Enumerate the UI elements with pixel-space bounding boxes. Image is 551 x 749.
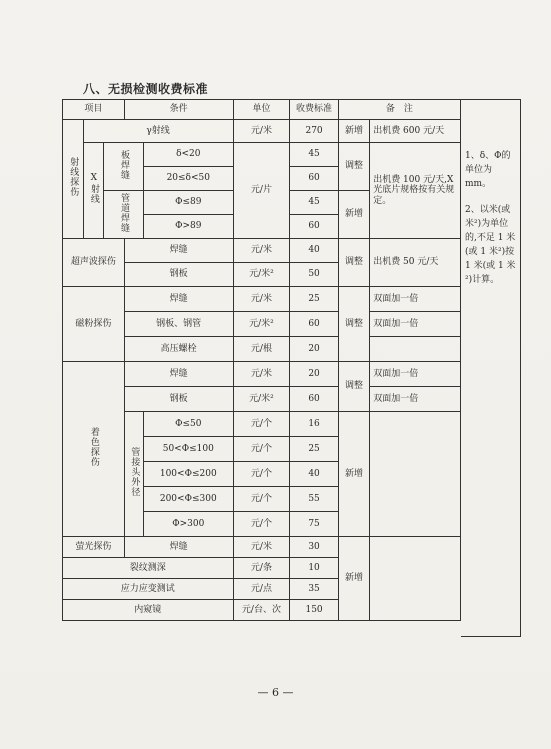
price-cell: 60 xyxy=(290,312,338,337)
header-condition: 条件 xyxy=(124,100,233,120)
unit-cell: 元/条 xyxy=(233,558,290,579)
stress-label: 应力应变测试 xyxy=(63,579,234,600)
condition-cell: 焊缝 xyxy=(124,239,233,263)
price-cell: 25 xyxy=(290,287,338,312)
xray-label: X射线 xyxy=(83,143,104,239)
unit-cell: 元/点 xyxy=(233,579,290,600)
price-cell: 30 xyxy=(290,537,338,558)
note-cell: 双面加一倍 xyxy=(370,387,461,412)
status-cell: 新增 xyxy=(338,191,369,239)
unit-cell: 元/米 xyxy=(233,537,290,558)
status-cell: 调整 xyxy=(338,143,369,191)
unit-cell: 元/米 xyxy=(233,239,290,263)
header-item: 项目 xyxy=(63,100,125,120)
condition-cell: 钢板 xyxy=(124,387,233,412)
unit-cell: 元/台、次 xyxy=(233,600,290,621)
price-cell: 55 xyxy=(290,487,338,512)
side-note-2: 2、以米(或米²)为单位的,不足 1 米(或 1 米²)按 1 米(或 1 米²)计算。 xyxy=(465,204,516,285)
note-cell: 出机费 600 元/天 xyxy=(370,120,461,143)
price-cell: 60 xyxy=(290,387,338,412)
unit-cell: 元/个 xyxy=(233,512,290,537)
gamma-label: γ射线 xyxy=(83,120,233,143)
table-row xyxy=(63,239,461,263)
price-cell: 16 xyxy=(290,412,338,437)
condition-cell: 高压螺栓 xyxy=(124,337,233,362)
condition-cell: Φ>89 xyxy=(144,215,234,239)
note-cell: 出机费 50 元/天 xyxy=(370,239,461,287)
table-row xyxy=(63,143,461,167)
condition-cell: δ<20 xyxy=(144,143,234,167)
price-cell: 270 xyxy=(290,120,338,143)
price-cell: 40 xyxy=(290,239,338,263)
price-cell: 60 xyxy=(290,215,338,239)
condition-cell: 200<Φ≤300 xyxy=(144,487,234,512)
price-cell: 75 xyxy=(290,512,338,537)
table-row xyxy=(63,362,461,387)
condition-cell: 焊缝 xyxy=(124,537,233,558)
unit-cell: 元/米² xyxy=(233,387,290,412)
status-cell: 新增 xyxy=(338,412,369,537)
note-cell: 双面加一倍 xyxy=(370,287,461,312)
fee-standard-table xyxy=(62,99,461,621)
endoscope-label: 内窥镜 xyxy=(63,600,234,621)
side-note-1: 1、δ、Φ的单位为 mm。 xyxy=(465,151,511,189)
unit-cell: 元/个 xyxy=(233,412,290,437)
dye-label: 着色探伤 xyxy=(63,362,125,537)
unit-cell: 元/米² xyxy=(233,263,290,287)
price-cell: 35 xyxy=(290,579,338,600)
side-notes xyxy=(461,99,521,637)
header-price: 收费标准 xyxy=(290,100,338,120)
header-note: 备 注 xyxy=(338,100,460,120)
price-cell: 150 xyxy=(290,600,338,621)
table-row xyxy=(63,120,461,143)
unit-cell: 元/个 xyxy=(233,462,290,487)
pipe-diameter-label: 管接头外径 xyxy=(124,412,143,537)
price-cell: 45 xyxy=(290,143,338,167)
price-cell: 60 xyxy=(290,167,338,191)
unit-cell: 元/米² xyxy=(233,312,290,337)
section-title: 八、无损检测收费标准 xyxy=(83,82,209,96)
condition-cell: 50<Φ≤100 xyxy=(144,437,234,462)
table-row xyxy=(63,287,461,312)
condition-cell: 钢板 xyxy=(124,263,233,287)
status-cell: 新增 xyxy=(338,537,369,621)
radiography-group-label: 射线探伤 xyxy=(63,120,84,239)
magnetic-label: 磁粉探伤 xyxy=(63,287,125,362)
condition-cell: Φ≤50 xyxy=(144,412,234,437)
condition-cell: Φ>300 xyxy=(144,512,234,537)
unit-cell: 元/米 xyxy=(233,362,290,387)
crack-label: 裂纹测深 xyxy=(63,558,234,579)
condition-cell: 20≤δ<50 xyxy=(144,167,234,191)
condition-cell: 焊缝 xyxy=(124,287,233,312)
unit-cell: 元/米 xyxy=(233,287,290,312)
price-cell: 50 xyxy=(290,263,338,287)
note-cell: 双面加一倍 xyxy=(370,362,461,387)
price-cell: 20 xyxy=(290,362,338,387)
note-cell xyxy=(370,537,461,621)
header-row xyxy=(63,100,461,120)
unit-cell: 元/个 xyxy=(233,487,290,512)
status-cell: 新增 xyxy=(338,120,369,143)
pipe-weld-label: 管道焊缝 xyxy=(104,191,144,239)
unit-cell: 元/片 xyxy=(233,143,290,239)
price-cell: 45 xyxy=(290,191,338,215)
note-cell xyxy=(370,412,461,537)
condition-cell: 钢板、钢管 xyxy=(124,312,233,337)
price-cell: 40 xyxy=(290,462,338,487)
fluorescent-label: 萤光探伤 xyxy=(63,537,125,558)
unit-cell: 元/根 xyxy=(233,337,290,362)
plate-weld-label: 板焊缝 xyxy=(104,143,144,191)
ultrasonic-label: 超声波探伤 xyxy=(63,239,125,287)
header-unit: 单位 xyxy=(233,100,290,120)
status-cell: 调整 xyxy=(338,239,369,287)
condition-cell: Φ≤89 xyxy=(144,191,234,215)
note-cell xyxy=(370,337,461,362)
table-row xyxy=(63,537,461,558)
page-number: — 6 — xyxy=(257,686,294,699)
condition-cell: 100<Φ≤200 xyxy=(144,462,234,487)
condition-cell: 焊缝 xyxy=(124,362,233,387)
note-cell: 双面加一倍 xyxy=(370,312,461,337)
status-cell: 调整 xyxy=(338,287,369,362)
price-cell: 20 xyxy=(290,337,338,362)
unit-cell: 元/米 xyxy=(233,120,290,143)
price-cell: 25 xyxy=(290,437,338,462)
note-cell: 出机费 100 元/天,X 光底片规格按有关规定。 xyxy=(370,143,461,239)
price-cell: 10 xyxy=(290,558,338,579)
status-cell: 调整 xyxy=(338,362,369,412)
unit-cell: 元/个 xyxy=(233,437,290,462)
